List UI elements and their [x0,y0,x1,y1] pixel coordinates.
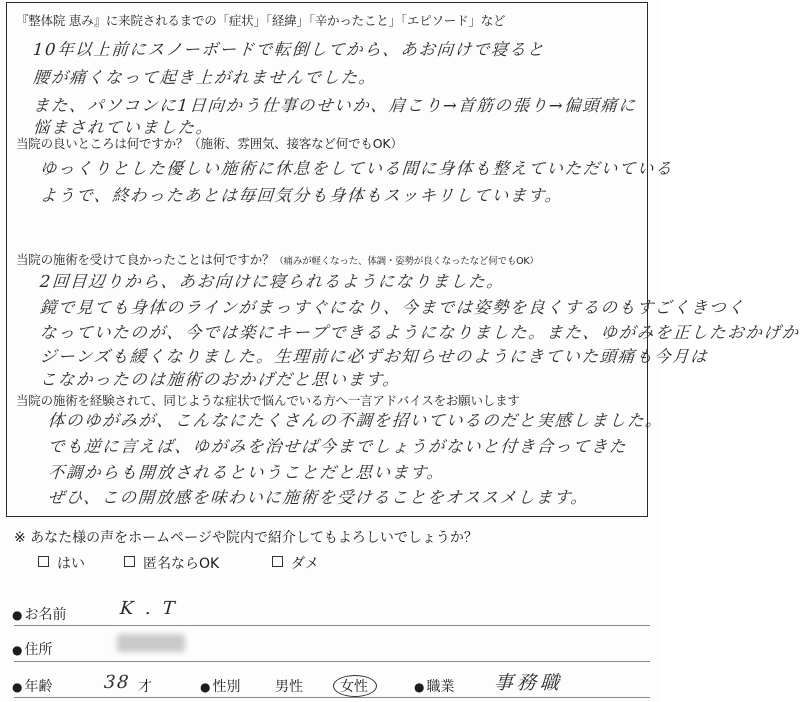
checkbox-icon[interactable] [272,556,283,567]
consent-option-no-label: ダメ [291,556,319,572]
answer-4-line-1: 体のゆがみが、こんなにたくさんの不調を招いているのだと実感しました。 [47,411,664,430]
answer-1-line-2: 腰が痛くなって起き上がれませんでした。 [32,68,378,87]
gender-selected-circle [333,675,377,697]
address-label: ● 住所 [12,642,53,658]
answer-4-line-3: 不調からも開放されるということだと思います。 [47,463,446,482]
address-redacted [117,634,185,652]
checkbox-icon[interactable] [124,556,135,567]
bullet-icon: ● [12,680,23,694]
consent-question: ※ あなた様の声をホームページや院内で紹介してもよろしいでしょうか？ [14,530,478,546]
gender-label: ● 性別 [200,679,241,695]
bullet-icon: ● [414,680,425,694]
consent-option-anonymous[interactable] [124,553,219,573]
age-unit: 才 [138,679,152,695]
question-1: 『整体院 恵み』に来院されるまでの「症状」「経緯」「辛かったこと」「エピソード」など [16,13,506,28]
answer-1-line-1: 10年以上前にスノーボードで転倒してから、あお向けで寝ると [32,40,546,59]
name-label: ● お名前 [12,607,67,623]
question-4: 当院の施術を経験されて、同じような症状で悩んでいる方へ一言アドバイスをお願いします [16,393,520,408]
answer-3-line-2: 鏡で見ても身体のラインがまっすぐになり、今までは姿勢を良くするのもすごくきつく [39,298,746,317]
answer-3-line-1: 2回目辺りから、あお向けに寝られるようになりました。 [39,272,506,291]
name-value: K . T [119,598,179,619]
bullet-icon: ● [12,643,23,657]
consent-option-yes-label: はい [57,556,85,572]
job-label: ● 職業 [414,679,455,695]
answer-3-line-4: ジーンズも緩くなりました。生理前に必ずお知らせのようにきていた頭痛も今月は [39,347,709,366]
bullet-icon: ● [12,608,23,622]
name-underline [14,625,650,626]
consent-option-no[interactable] [272,553,319,573]
consent-option-yes[interactable] [38,553,85,573]
address-underline [14,661,650,662]
consent-option-anonymous-label: 匿名ならOK [143,556,220,572]
checkbox-icon[interactable] [38,556,49,567]
job-value: 事務職 [493,672,564,694]
answer-3-line-5: こなかったのは施術のおかげだと思います。 [39,370,402,389]
question-3 [16,250,539,268]
answer-2-line-2: ようで、終わったあとは毎回気分も身体もスッキリしています。 [39,186,564,205]
answer-4-line-2: でも逆に言えば、ゆがみを治せば今までしょうがないと付き合ってきた [47,437,628,456]
answer-4-line-4: ぜひ、この開放感を味わいに施術を受けることをオススメします。 [47,488,590,507]
gender-female-option[interactable]: 女性 [340,679,368,695]
answer-1-line-3: また、パソコンに1日向かう仕事のせいか、肩こり→首筋の張り→偏頭痛に [32,96,638,115]
question-3-note: （痛みが軽くなった、体調・姿勢が良くなったなど何でもOK） [274,256,539,267]
age-value: 38 [103,672,131,693]
answer-1-line-4: 悩まされていました。 [32,118,215,137]
bottom-underline [14,697,650,698]
gender-male-option[interactable]: 男性 [275,679,303,695]
question-2: 当院の良いところは何ですか？（施術、雰囲気、接客など何でもOK） [16,136,403,151]
bullet-icon: ● [200,680,211,694]
answer-2-line-1: ゆっくりとした優しい施術に休息をしている間に身体も整えていただいている [39,159,674,178]
answer-3-line-3: なっていたのが、今では楽にキープできるようになりました。また、ゆがみを正したおかげか [39,323,801,342]
age-label: ● 年齢 [12,679,53,695]
question-3-main: 当院の施術を受けて良かったことは何ですか？ [16,252,275,267]
